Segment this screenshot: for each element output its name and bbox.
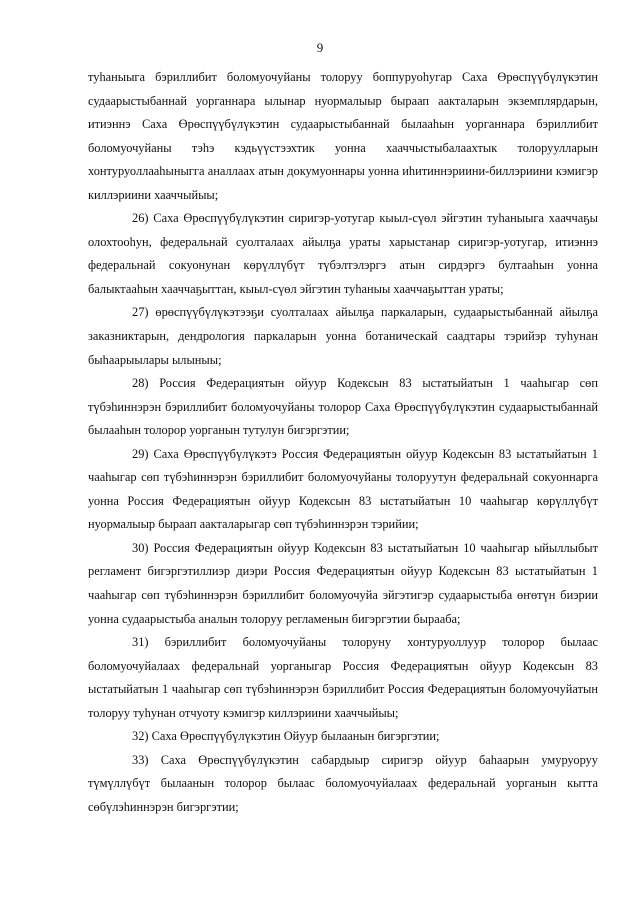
paragraph-item-32: 32) Саха Өрөспүүбүлүкэтин Ойуур былаанын бигэргэтии; (132, 729, 440, 744)
paragraph-item-30: 30) Россия Федерациятын ойуур Кодексын 83 ыстатыйатын 10 чааһыгар ыйыллыбыт регламент бигэргэтиллиэр диэри Россия Федерациятын ойуур Кодексын 83 ыстатыйатын 1 чааһыгар сөп түбэһиннэрэн бэриллибит боломуочуйа эйгэтигэр судаарыстыба өҥөтүн биэрии уонна судаарыстыба аналын толоруу регламенын бигэргэтии быраабa; (88, 540, 598, 626)
document-body (88, 66, 598, 820)
page-number: 9 (316, 40, 324, 55)
paragraph-item-29: 29) Саха Өрөспүүбүлүкэтэ Россия Федерациятын ойуур Кодексын 83 ыстатыйатын 1 чааһыгар сөп түбэһиннэрэн бэриллибит боломуочуйаны толоруутун федеральнай сокуоннарга уонна Россия Федерациятын ойуур Кодексын 83 ыстатыйатын 10 чааһыгар көрүллүбүт нуормалыыр быраап аакталарыгар сөп түбэһиннэрэн тэрийии; (88, 446, 598, 532)
paragraph-item-31: 31) бэриллибит боломуочуйаны толоруну хонтуруоллуур толорор былаас боломуочуйалаах федеральнай уорганыгар Россия Федерациятын ойуур Кодексын 83 ыстатыйатын 1 чааһыгар сөп түбэһиннэрэн бэриллибит Россия Федерациятын боломуочуйатын толоруу туһунан отчуоту кэмигэр киллэриини хааччыйыы; (88, 635, 598, 720)
paragraph-item-26: 26) Саха Өрөспүүбүлүкэтин сиригэр-уотугар кыыл-сүөл эйгэтин туһаныыга хааччаҕы олохтооһун, федеральнай суолталаах айылҕа ураты харыстанар сиригэр-уотугар, итиэннэ федеральнай сокуонунан көрүллүбүт түбэлтэлэргэ атын сирдэргэ бултааһын уонна балыктааһын хааччаҕыттан, кыыл-сүөл эйгэтин туһаныы хааччаҕыттан ураты; (88, 211, 598, 296)
paragraph-item-33: 33) Саха Өрөспүүбүлүкэтин сабардыыр сиригэр ойуур баһаарын умуруоруу түмүллүбүт былаанын толорор былаас боломуочуйалаах федеральнай уорганын кытта сөбүлэһиннэрэн бигэргэтии; (88, 752, 598, 814)
paragraph-continuation: туһаныыга бэриллибит боломуочуйаны толоруу боппуруоһугар Саха Өрөспүүбүлүкэтин судаарыстыбаннай уорганнара ылынар нуормалыыр быраап аакталарын экземплярдарын, итиэннэ Саха Өрөспүүбүлүкэтин судаарыстыбаннай былааһын уорганнара бэриллибит боломуочуйаны тэһэ кэдьүүстээхтик уонна хааччыстыбалаахтык толоруулларын хонтуруоллааһыныгга аналлаах атын докумуоннары уонна иһитиннэриини-биллэриини кэмигэр киллэриини хааччыйыы; (88, 70, 598, 202)
paragraph-item-28: 28) Россия Федерациятын ойуур Кодексын 83 ыстатыйатын 1 чааһыгар сөп түбэһиннэрэн бэриллибит боломуочуйаны толорор Саха Өрөспүүбүлүкэтин судаарыстыбаннай былааһын толорор уорганын тутулун бигэргэтии; (88, 376, 598, 438)
paragraph-item-27: 27) өрөспүүбүлүкэтээҕи суолталаах айылҕа паркаларын, судаарыстыбаннай айылҕа заказниктарын, дендрология паркаларын уонна ботаническай саадтары тэрийэр туһунан быһаарыылары ылыныы; (88, 305, 598, 367)
